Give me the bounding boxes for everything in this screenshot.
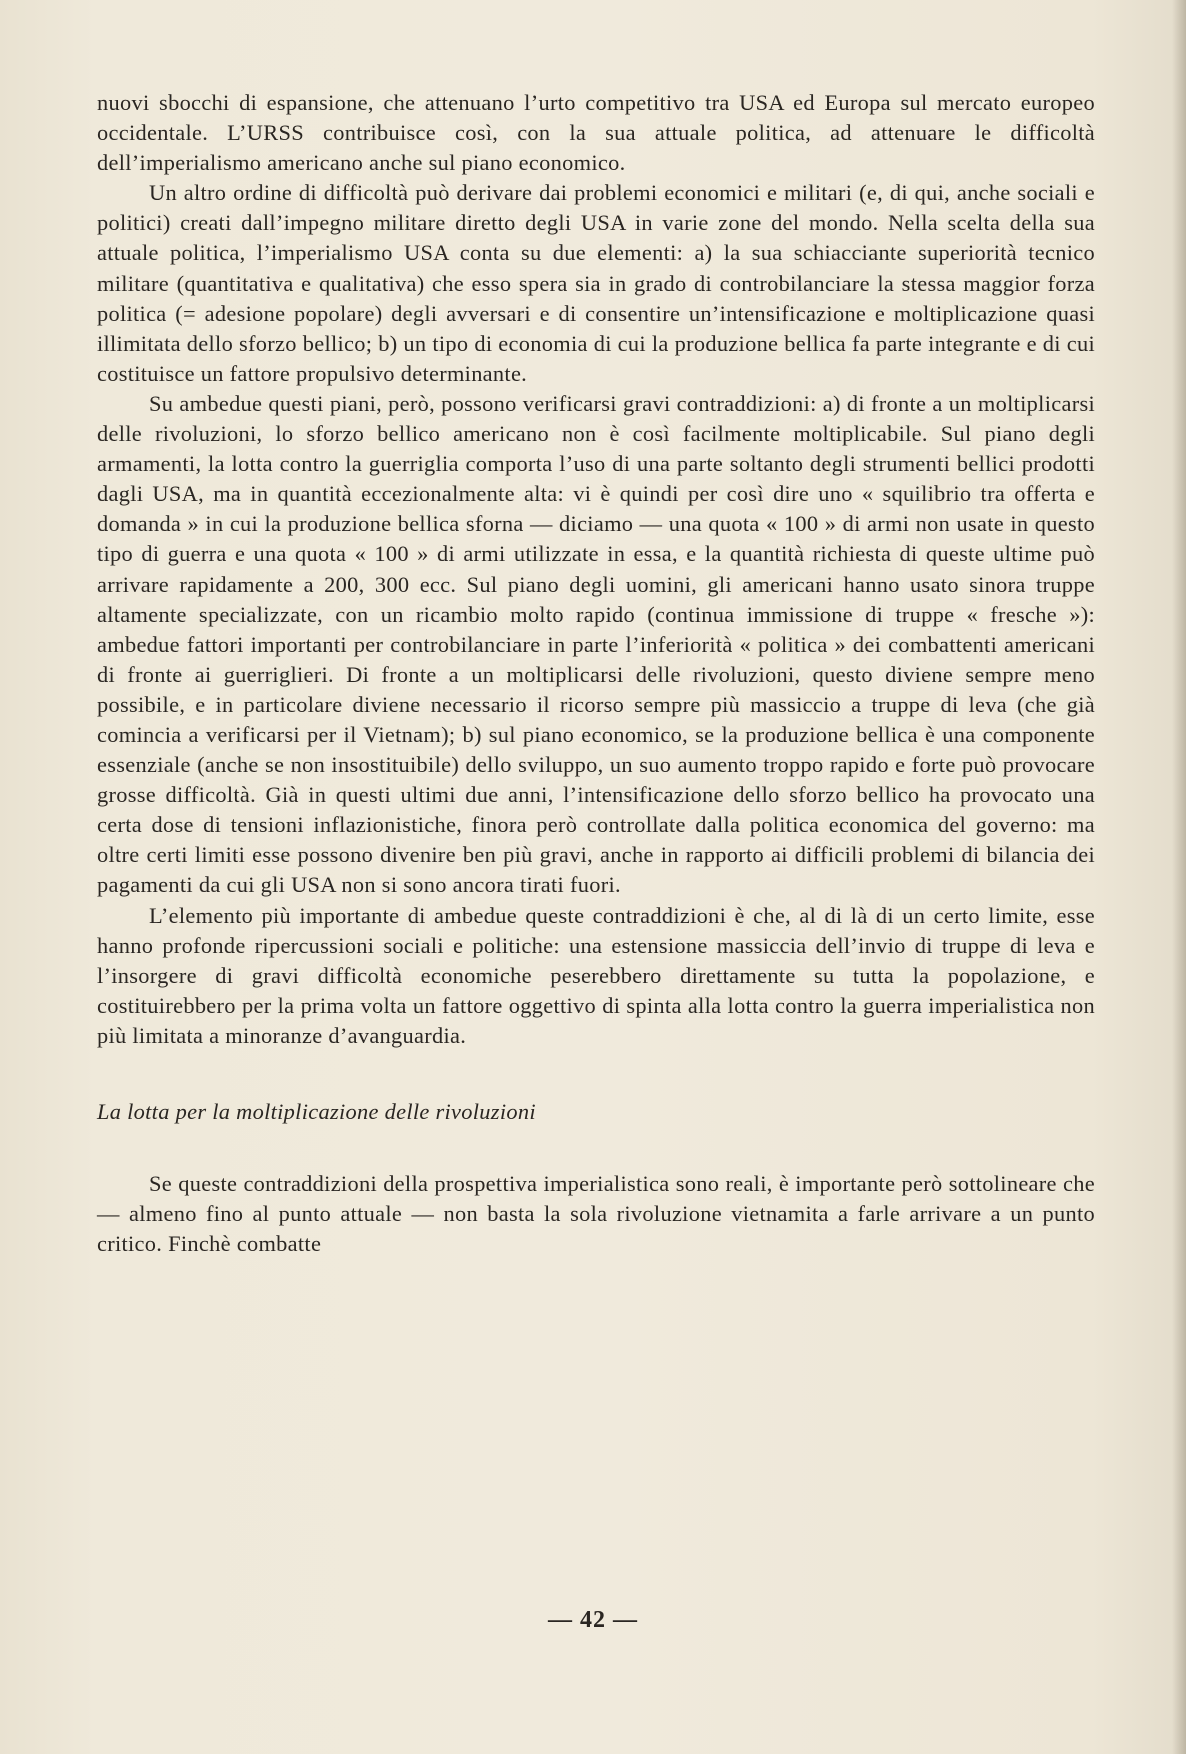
paragraph-5: Se queste contraddizioni della prospettiva imperialistica sono reali, è importante però sottolineare che — almeno fino al punto attuale — non basta la sola rivoluzione vietnamita a farle arrivare a un punto critico. Finchè combatte bbox=[97, 1171, 1095, 1257]
paragraph-4: L’elemento più importante di ambedue queste contraddizioni è che, al di là di un certo limite, esse hanno profonde ripercussioni sociali e politiche: una estensione massiccia dell’invio di truppe di leva e l’insorgere di gravi difficoltà economiche peserebbero direttamente su tutta la popolazione, e costituirebbero per la prima volta un fattore oggettivo di spinta alla lotta contro la guerra imperialistica non più limitata a minoranze d’avanguardia. bbox=[97, 902, 1095, 1048]
paragraph-3: Su ambedue questi piani, però, possono verificarsi gravi contraddizioni: a) di fronte a un moltiplicarsi delle rivoluzioni, lo sforzo bellico americano non è così facilmente moltiplicabile. Sul piano degli armamenti, la lotta contro la guerriglia comporta l’uso di una parte soltanto degli strumenti bellici prodotti dagli USA, ma in quantità eccezionalmente alta: vi è quindi per così dire uno « squilibrio tra offerta e domanda » in cui la produzione bellica sforna — diciamo — una quota « 100 » di armi non usate in questo tipo di guerra e una quota « 100 » di armi utilizzate in essa, e la quantità richiesta di queste ultime può arrivare rapidamente a 200, 300 ecc. Sul piano degli uomini, gli americani hanno usato sinora truppe altamente specializzate, con un ricambio molto rapido (continua immissione di truppe « fresche »): ambedue fattori importanti per controbilanciare in parte l’inferiorità « politica » dei combattenti americani di fronte ai guerriglieri. Di fronte a un moltiplicarsi delle rivoluzioni, questo diviene sempre meno possibile, e in particolare diviene necessario il ricorso sempre più massiccio a truppe di leva (che già comincia a verificarsi per il Vietnam); b) sul piano economico, se la produzione bellica è una componente essenziale (anche se non insostituibile) dello sviluppo, un suo aumento troppo rapido e forte può provocare grosse difficoltà. Già in questi ultimi due anni, l’intensificazione dello sforzo bellico ha provocato una certa dose di tensioni inflazionistiche, finora però controllate dalla politica economica del governo: ma oltre certi limiti esse possono divenire ben più gravi, anche in rapporto ai difficili problemi di bilancia dei pagamenti da cui gli USA non si sono ancora tirati fuori. bbox=[97, 390, 1095, 898]
section-title: La lotta per la moltiplicazione delle rivoluzioni bbox=[97, 1099, 536, 1124]
paragraph-2: Un altro ordine di difficoltà può derivare dai problemi economici e militari (e, di qui, anche sociali e politici) creati dall’impegno militare diretto degli USA in varie zone del mondo. Nella scelta della sua attuale politica, l’imperialismo USA conta su due elementi: a) la sua schiacciante superiorità tecnico militare (quantitativa e qualitativa) che esso spera sia in grado di controbilanciare la stessa maggior forza politica (= adesione popolare) degli avversari e di consentire un’intensificazione e moltiplicazione quasi illimitata dello sforzo bellico; b) un tipo di economia di cui la produzione bellica fa parte integrante e di cui costituisce un fattore propulsivo determinante. bbox=[97, 180, 1095, 386]
body-text bbox=[97, 88, 1095, 1259]
paragraph-1: nuovi sbocchi di espansione, che attenuano l’urto competitivo tra USA ed Europa sul mercato europeo occidentale. L’URSS contribuisce così, con la sua attuale politica, ad attenuare le difficoltà dell’imperialismo americano anche sul piano economico. bbox=[97, 90, 1095, 176]
page-edge-shadow bbox=[1172, 0, 1186, 1754]
page-number: — 42 — bbox=[548, 1607, 638, 1633]
